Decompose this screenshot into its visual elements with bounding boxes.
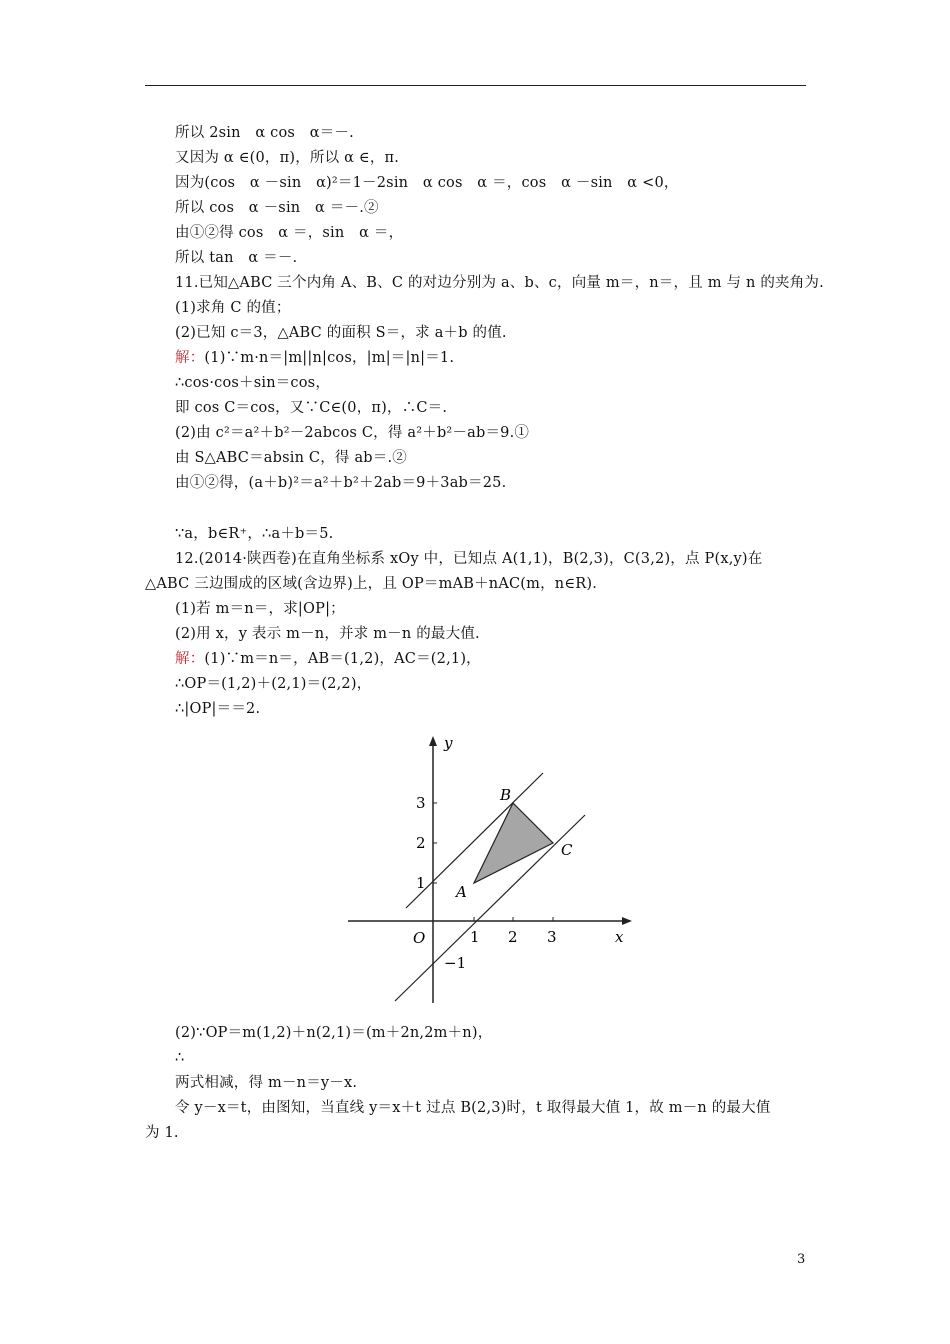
solution-text: (1)∵m·n＝|m||n|cos，|m|＝|n|＝1. [204,350,455,366]
text-line: 所以 cos α －sin α ＝－.② [175,200,379,216]
text-line: 令 y－x＝t，由图知，当直线 y＝x＋t 过点 B(2,3)时，t 取得最大值 1，故 m－n 的最大值 [175,1100,771,1116]
y-tick-label: 1 [416,874,426,892]
point-b-label: B [500,786,512,804]
triangle-abc [474,803,553,883]
text-line: 由 S△ABC＝absin C，得 ab＝.② [175,450,407,466]
text-line: 所以 tan α ＝－. [175,250,298,266]
text-line: 由①②得，(a＋b)²＝a²＋b²＋2ab＝9＋3ab＝25. [175,475,507,491]
problem-11-statement: 11.已知△ABC 三个内角 A、B、C 的对边分别为 a、b、c，向量 m＝，n＝，且 m 与 n 的夹角为. [175,275,824,291]
x-tick-label: 3 [547,928,557,946]
text-line: (1)若 m＝n＝，求|OP|； [175,601,345,617]
x-axis-label: x [615,928,624,946]
point-c-label: C [561,841,573,859]
text-line: ∴OP＝(1,2)＋(2,1)＝(2,2)， [175,676,372,692]
page-number: 3 [797,1252,806,1267]
y-tick-label: −1 [444,954,467,972]
text-line: (2)已知 c＝3，△ABC 的面积 S＝，求 a＋b 的值. [175,325,507,341]
text-line: ∴ [175,1050,185,1066]
text-line: 即 cos C＝cos，又∵C∈(0，π)，∴C＝. [175,400,448,416]
text-line: 两式相减，得 m－n＝y－x. [175,1075,358,1091]
text-line: 又因为 α ∈(0，π)，所以 α ∈，π. [175,150,400,166]
text-line: (2)∵OP＝m(1,2)＋n(2,1)＝(m＋2n,2m＋n)， [175,1025,493,1041]
x-tick-label: 2 [508,928,518,946]
x-tick-label: 1 [470,928,480,946]
text-line: △ABC 三边围成的区域(含边界)上，且 OP＝mAB＋nAC(m，n∈R). [145,576,598,592]
text-line: (2)用 x，y 表示 m－n，并求 m－n 的最大值. [175,626,480,642]
text-line: 为 1. [145,1125,179,1141]
solution-text: (1)∵m＝n＝，AB＝(1,2)，AC＝(2,1)， [204,651,481,667]
solution-label: 解： [175,651,205,667]
text-line: ∵a，b∈R⁺，∴a＋b＝5. [175,526,334,542]
text-line: 由①②得 cos α ＝，sin α ＝， [175,225,404,241]
text-line: 所以 2sin α cos α＝－. [175,125,354,141]
y-tick-label: 3 [416,794,426,812]
solution-label: 解： [175,350,205,366]
problem-12-statement: 12.(2014·陕西卷)在直角坐标系 xOy 中，已知点 A(1,1)，B(2,3)，C(3,2)，点 P(x,y)在 [175,551,763,567]
point-a-label: A [456,883,467,901]
text-line: (2)由 c²＝a²＋b²－2abcos C，得 a²＋b²－ab＝9.① [175,425,530,441]
text-line: (1)求角 C 的值； [175,300,291,316]
y-tick-label: 2 [416,834,426,852]
text-line: ∴cos·cos＋sin＝cos， [175,375,331,391]
y-axis-label: y [444,734,453,752]
x-axis-arrow [622,917,632,925]
origin-label: O [413,929,426,947]
text-line: ∴|OP|＝＝2. [175,701,261,717]
y-axis-arrow [429,736,437,746]
text-line: 因为(cos α －sin α)²＝1－2sin α cos α ＝，cos α －sin α <0， [175,175,679,191]
